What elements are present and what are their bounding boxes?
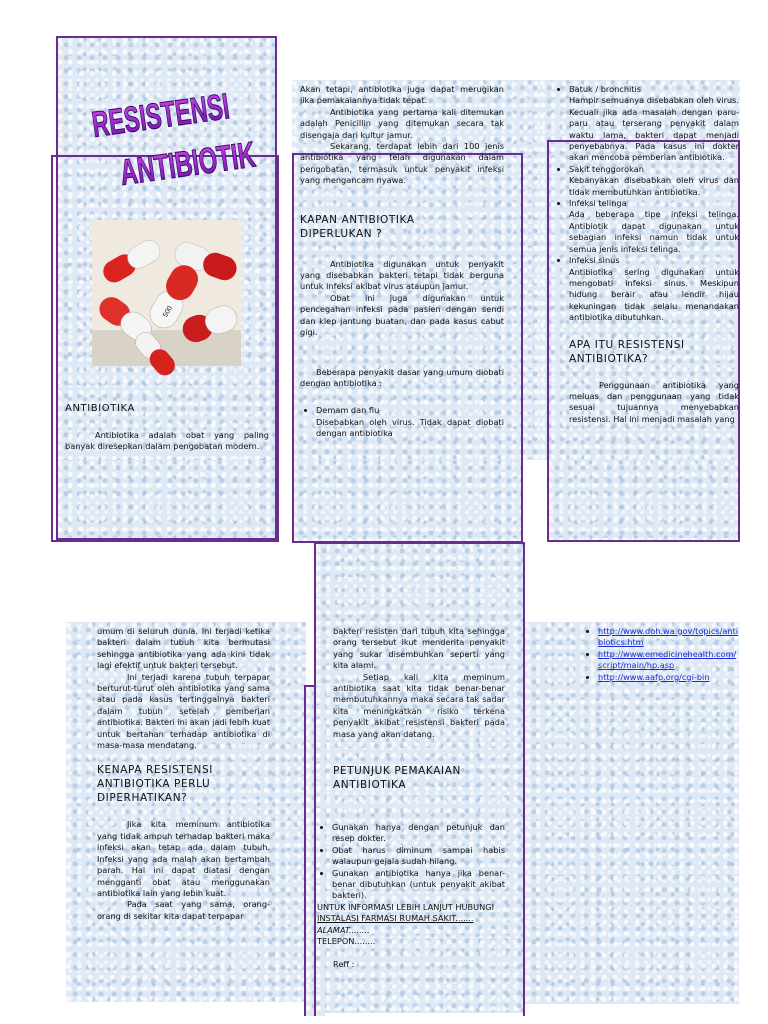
title-wordart: [89, 74, 328, 195]
panel2-bullets: [300, 405, 504, 439]
panel2-p6: Beberapa penyakit dasar yang umum diobati dengan antibiotika :: [300, 366, 504, 388]
panel2-p4: Antibiotika digunakan untuk penyakit yang disebabkan bakteri tetapi tidak berguna untuk infeksi akibat virus ataupun jamur.: [300, 258, 504, 292]
kenapa-heading: KENAPA RESISTENSI ANTIBIOTIKA PERLU DIPERHATIKAN?: [97, 764, 213, 805]
capsules-photo: [92, 220, 241, 366]
panel4-text: [97, 626, 270, 922]
info-line2: INSTALASI FARMASI RUMAH SAKIT.......: [317, 913, 474, 924]
panel2-p2: Antibiotika yang pertama kali ditemukan adalah Penicillin yang ditemukan secara tak disengaja dari kultur jamur.: [300, 106, 504, 140]
panel3-text: [555, 84, 739, 425]
bullet-text: Kebanyakan disebabkan oleh virus dan tidak membutuhkan antibiotika.: [569, 175, 739, 197]
panel5-lower: [317, 822, 505, 971]
list-item: [569, 255, 739, 323]
panel4-p1: umum di seluruh dunia. Ini terjadi ketika bakteri dalam tubuh kita bermutasi sehingga antibiotika yang ada kini tidak lagi efektif untuk bakteri tersebut.: [97, 626, 270, 671]
title-line2: ANTIBIOTIK: [117, 123, 328, 193]
panel4-p2: Ini terjadi karena tubuh terpapar berturut-turut oleh antibiotika yang sama atau pada kasus tertinggalnya bakteri dalam tubuh setelah pemberian antibiotika. Bakteri ini akan jadi lebih kuat untuk bertahan terhadap antibiotika di masa-masa mendatang.: [97, 671, 270, 751]
panel3-resistensi-text: Penggunaan antibiotika yang meluas dan penggunaan yang tidak sesuai tujuannya menyebabkan resistensi. Hal ini menjadi masalah yang: [569, 379, 739, 424]
reference-link-1[interactable]: http://www.doh.wa.gov/topics/antibiotics.htm: [598, 626, 739, 648]
bullet-text: Ada beberapa tipe infeksi telinga. Antibiotik dapat digunakan untuk sebagian infeksi namun tidak untuk semua jenis infeksi telinga.: [569, 209, 739, 254]
list-item: • Gunakan antibiotika hanya jika benar-benar dibutuhkan (untuk penyakit akibat bakteri).: [332, 868, 505, 902]
antibiotika-heading: ANTIBIOTIKA: [65, 403, 135, 414]
panel2-p3: Sekarang, terdapat lebih dari 100 jenis antibiotika yang telah digunakan dalam pengobatan, termasuk untuk penyakit infeksi yang mengancam nyawa.: [300, 141, 504, 186]
list-item: [598, 672, 739, 683]
petunjuk-heading: PETUNJUK PEMAKAIAN ANTIBIOTIKA: [333, 765, 461, 792]
apa-itu-heading: APA ITU RESISTENSI ANTIBIOTIKA?: [569, 338, 685, 365]
panel1-text: [65, 402, 269, 453]
panel2-p1: Akan tetapi, antibiotika juga dapat merugikan jika pemakaiannya tidak tepat.: [300, 84, 504, 106]
list-item: • Gunakan hanya dengan petunjuk dan resep dokter.: [332, 822, 505, 845]
panel4-p4: Pada saat yang sama, orang-orang di sekitar kita dapat terpapar: [97, 899, 270, 921]
bullet-text: Antibiotika sering digunakan untuk mengobati infeksi sinus. Meskipun hidung berair atau lendir hijau kekuningan tidak selalu menandakan antibiotika dibutuhkan.: [569, 266, 739, 323]
kapan-heading: KAPAN ANTIBIOTIKA DIPERLUKAN ?: [300, 213, 415, 240]
reference-links: [584, 626, 739, 683]
info-line4: TELEPON........: [317, 936, 376, 947]
info-line1: UNTUK INFORMASI LEBIH LANJUT HUBUNGI: [317, 901, 494, 912]
list-item: [569, 164, 739, 198]
list-item: [598, 649, 739, 672]
panel5-left-frame: [304, 685, 315, 1016]
panel5-p1: bakteri resisten dari tubuh kita sehingga orang tersebut ikut menderita penyakit yang sukar disembuhkan seperti yang kita alami.: [333, 626, 505, 671]
panel6-text: [584, 626, 739, 683]
bullet-title: Sakit tenggorokan: [569, 163, 644, 174]
bullet-title: Infeksi sinus: [569, 255, 620, 266]
reff-label: Reff :: [333, 959, 355, 970]
panel2-p5: Obat ini juga digunakan untuk pencegahan infeksi pada pasien dengan sendi dan klep jantung buatan, dan pada kasus cabut gigi.: [300, 292, 504, 338]
info-line3: ALAMAT........: [317, 924, 370, 935]
bullet-title: Batuk / bronchitis: [569, 84, 642, 94]
reference-link-3[interactable]: http://www.aafp.org/cgi-bin: [598, 671, 710, 682]
antibiotika-text: Antibiotika adalah obat yang paling banyak diresepkan dalam pengobatan modern.: [65, 430, 269, 452]
panel3-bullets: [555, 84, 739, 324]
panel4-p3: Jika kita meminum antibiotika yang tidak ampuh terhadap bakteri maka infeksi akan tetap ada dalam tubuh. Infeksi yang ada malah akan bertambah parah. Hal ini dapat diatasi dengan mengganti obat atau menggunakan antibiotika lain yang lebih kuat.: [97, 819, 270, 898]
list-item: [569, 198, 739, 255]
petunjuk-bullets: [317, 822, 505, 902]
title-line1: RESISTENSI: [89, 74, 308, 145]
svg-text:500: 500: [162, 304, 175, 319]
panel5-p2: Setiap kali kita meminum antibiotika saat kita tidak benar-benar membutuhkannya maka secara tak sadar kita meningkatkan risiko terkena penyakit akibat resistensi bakteri pada masa yang akan datang.: [333, 671, 505, 739]
list-item: [316, 405, 504, 439]
panel2-text: [300, 84, 504, 440]
panel5-text: [333, 626, 505, 802]
list-item: [598, 626, 739, 649]
list-item: [569, 84, 739, 164]
bullet-text: Hampir semuanya disebabkan oleh virus. Kecuali jika ada masalah dengan paru-paru atau terserang penyakit dalam waktu lama, bakteri dapat menjadi penyebabnya. Pada kasus ini dokter akan mencoba pemberian antibiotika.: [569, 95, 739, 163]
bullet-title: Demam dan flu: [316, 405, 380, 416]
bullet-text: Disebabkan oleh virus. Tidak dapat diobati dengan antibiotika: [316, 416, 504, 439]
reference-link-2[interactable]: http://www.emedicinehealth.com/script/main/hp.asp: [598, 648, 737, 671]
list-item: • Obat harus diminum sampai habis walaupun gejala sudah hilang.: [332, 845, 505, 868]
bullet-title: Infeksi telinga: [569, 198, 627, 209]
